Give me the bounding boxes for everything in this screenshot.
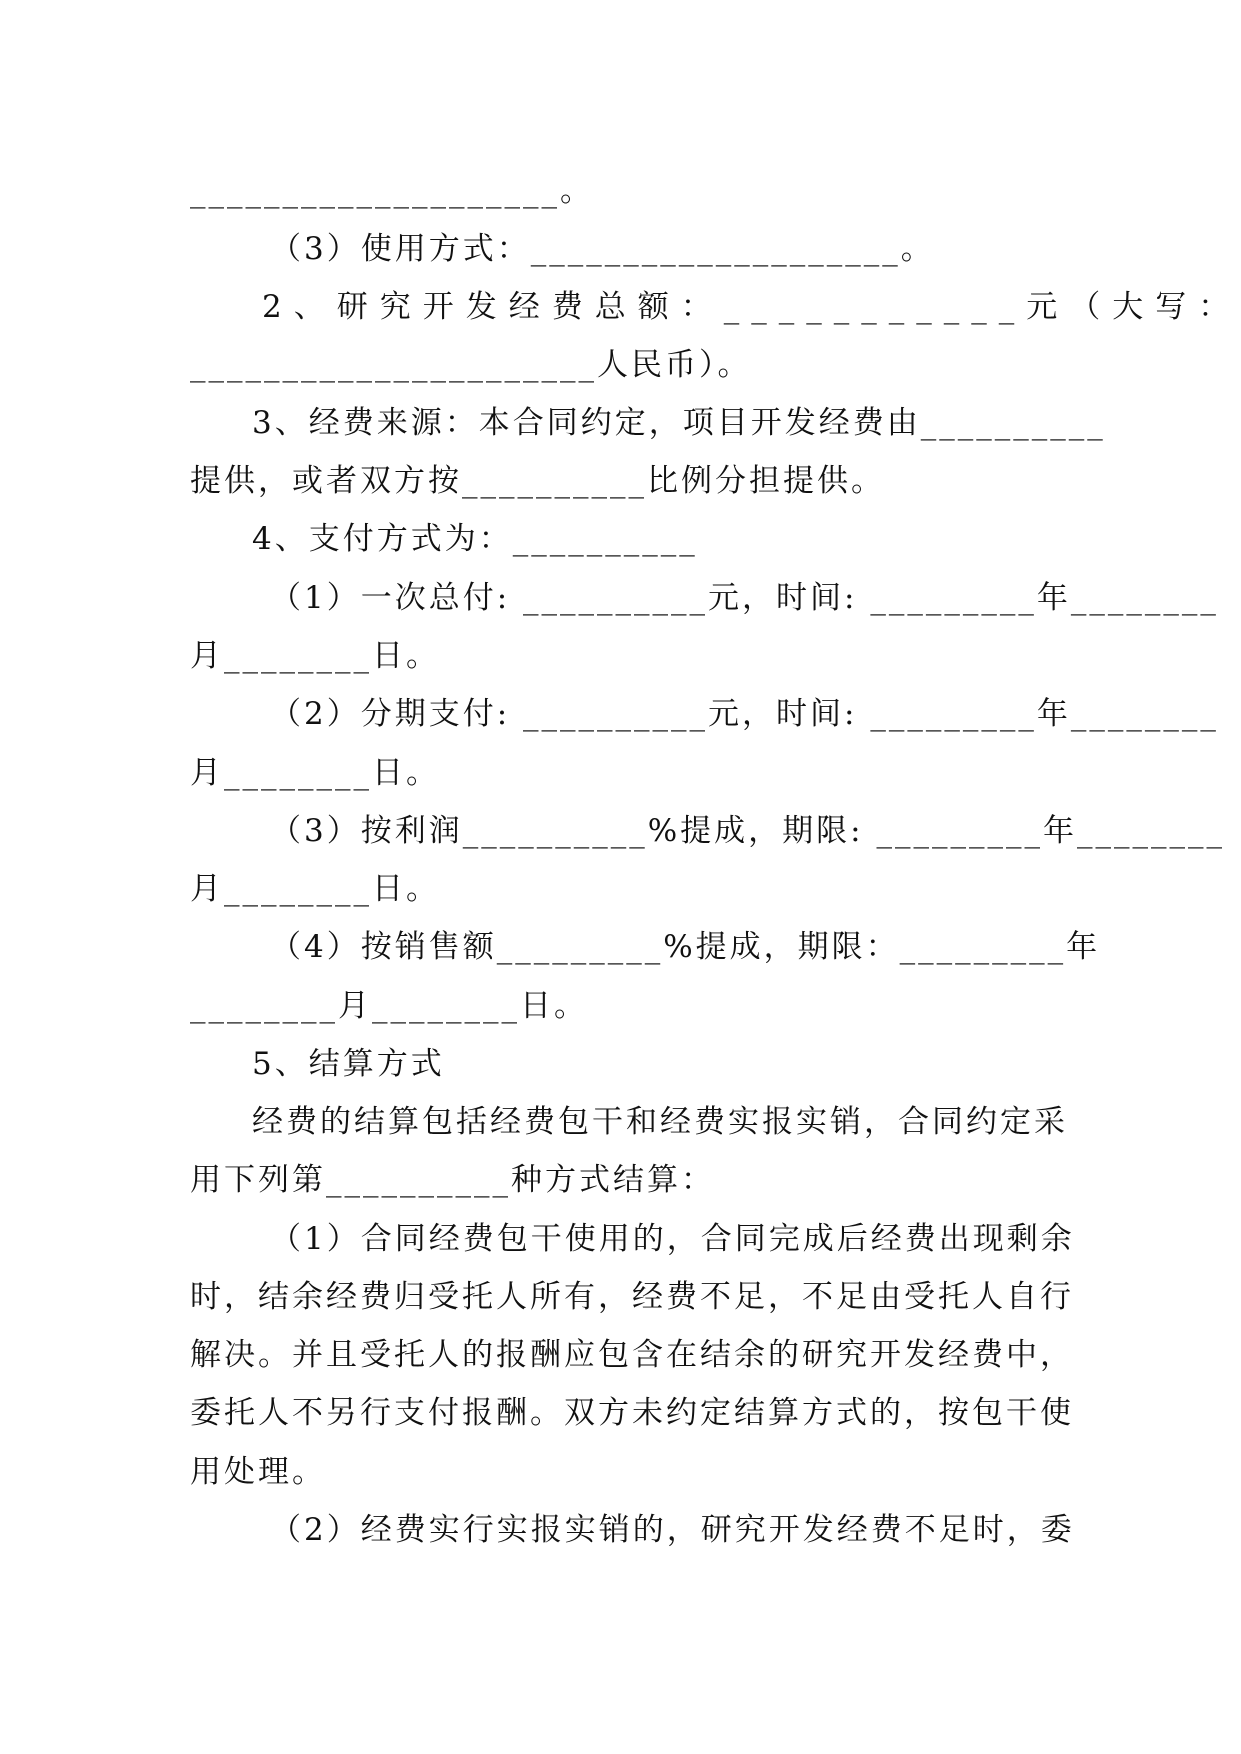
text-line: （3）按利润__________%提成，期限: _________年________ (270, 813, 1225, 849)
text-line: ________月________日。 (190, 988, 588, 1024)
text-line: 解决。并且受托人的报酬应包含在结余的研究开发经费中， (190, 1337, 1074, 1373)
text-line: 时，结余经费归受托人所有，经费不足，不足由受托人自行 (190, 1279, 1074, 1315)
text-line: 提供，或者双方按__________比例分担提供。 (190, 463, 885, 499)
text-line: （3）使用方式：____________________。 (270, 231, 935, 267)
text-line: ____________________。 (190, 173, 594, 209)
text-line: 5、结算方式 (252, 1046, 445, 1082)
text-line: 用处理。 (190, 1454, 326, 1490)
text-line: 委托人不另行支付报酬。双方未约定结算方式的，按包干使 (190, 1395, 1074, 1431)
text-line: （1）一次总付: __________元，时间: _________年________ (270, 580, 1219, 616)
text-line: 用下列第__________种方式结算： (190, 1162, 715, 1198)
text-line: 经费的结算包括经费包干和经费实报实销，合同约定采 (252, 1104, 1068, 1140)
text-line: ______________________人民币）。 (190, 347, 752, 383)
text-line: （2）分期支付: __________元，时间: _________年________ (270, 696, 1219, 732)
text-line: （1）合同经费包干使用的，合同完成后经费出现剩余 (270, 1221, 1075, 1257)
text-line: 3、经费来源：本合同约定，项目开发经费由__________ (252, 405, 1106, 441)
text-line: 月________日。 (190, 871, 440, 907)
text-line: 月________日。 (190, 638, 440, 674)
text-line: （4）按销售额_________%提成，期限：_________年 (270, 929, 1101, 965)
text-line: 2、研究开发经费总额：___________元（大写： (262, 289, 1241, 325)
text-line: 4、支付方式为：__________ (252, 521, 698, 557)
text-line: （2）经费实行实报实销的，研究开发经费不足时，委 (270, 1512, 1075, 1548)
text-line: 月________日。 (190, 755, 440, 791)
